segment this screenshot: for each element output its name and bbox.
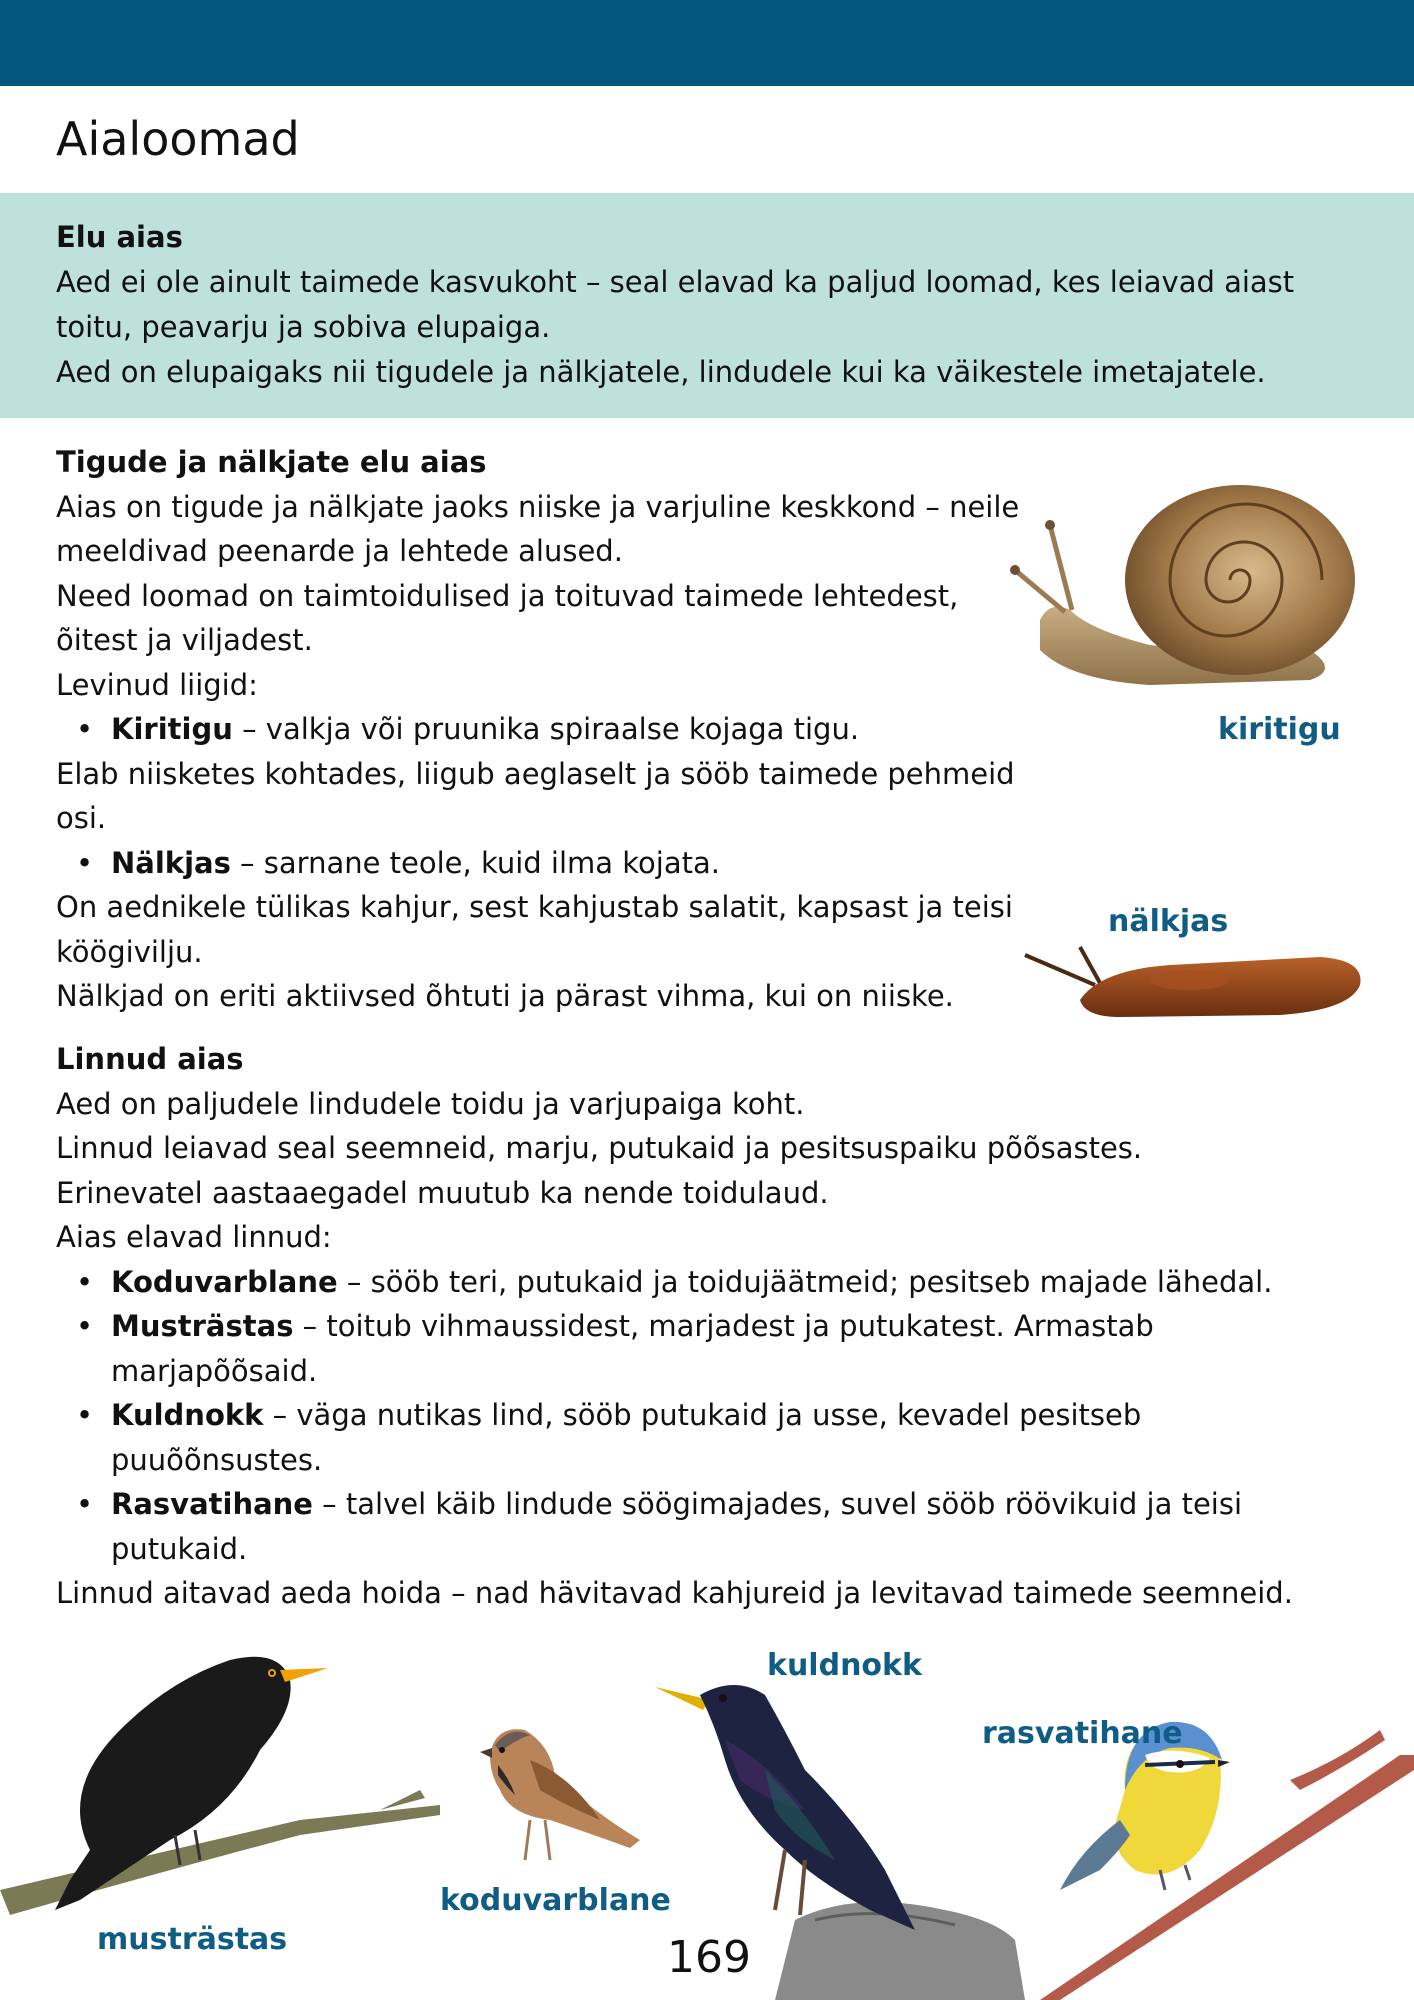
top-banner: [0, 0, 1414, 86]
page-number: 169: [667, 1932, 751, 1983]
snails-paragraph-3: Levinud liigid:: [56, 667, 258, 702]
sparrow-image: [470, 1720, 650, 1880]
list-item-nalkjas: [56, 841, 1056, 886]
birds-paragraph-3: Erinevatel aastaaegadel muutub ka nende toidulaud.: [56, 1175, 829, 1210]
item-desc: – toitub vihmaussidest, marjadest ja putukatest. Armastab marjapõõsaid.: [111, 1309, 1154, 1388]
item-name: Rasvatihane: [111, 1487, 313, 1521]
caption-koduvarblane: koduvarblane: [440, 1883, 671, 1918]
item-name: Nälkjas: [111, 845, 231, 880]
birds-heading: Linnud aias: [56, 1042, 244, 1076]
item-desc: – talvel käib lindude söögimajades, suvel sööb röövikuid ja teisi putukaid.: [111, 1487, 1243, 1566]
intro-text-1: Aed ei ole ainult taimede kasvukoht – seal elavad ka paljud loomad, kes leiavad aiast toitu, peavarju ja sobiva elupaiga.: [56, 265, 1295, 344]
caption-mustrastas: musträstas: [97, 1922, 288, 1957]
birds-section: [56, 1037, 1376, 1616]
item-desc: – väga nutikas lind, sööb putukaid ja usse, kevadel pesitseb puuõõnsustes.: [111, 1398, 1142, 1477]
intro-text-2: Aed on elupaigaks nii tigudele ja nälkjatele, lindudele kui ka väikestele imetajatele.: [56, 355, 1266, 389]
birds-paragraph-4: Aias elavad linnud:: [56, 1220, 332, 1254]
list-item-extra: On aednikele tülikas kahjur, sest kahjustab salatit, kapsast ja teisi köögivilju.: [56, 890, 1013, 969]
caption-kuldnokk: kuldnokk: [767, 1648, 922, 1683]
caption-rasvatihane: rasvatihane: [982, 1716, 1183, 1751]
item-desc: – valkja või pruunika spiraalse kojaga tigu.: [232, 712, 860, 746]
list-item-extra: Elab niisketes kohtades, liigub aeglaselt ja sööb taimede pehmeid osi.: [56, 756, 1015, 835]
intro-heading: Elu aias: [56, 220, 183, 254]
snails-section: [56, 440, 1056, 1019]
intro-box: [0, 193, 1414, 418]
snails-paragraph-2: Need loomad on taimtoidulised ja toituvad taimede lehtedest, õitest ja viljadest.: [56, 578, 959, 657]
snails-paragraph-1: Aias on tigude ja nälkjate jaoks niiske ja varjuline keskkond – neile meeldivad peenarde ja lehtede alused.: [56, 489, 1020, 568]
snails-paragraph-4: Nälkjad on eriti aktiivsed õhtuti ja pärast vihma, kui on niiske.: [56, 979, 954, 1013]
list-item-mustrastas: [56, 1304, 1271, 1393]
slug-image: [1020, 945, 1370, 1025]
birds-paragraph-2: Linnud leiavad seal seemneid, marju, putukaid ja pesitsuspaiku põõsastes.: [56, 1131, 1143, 1165]
list-item-kuldnokk: [56, 1393, 1241, 1482]
item-name: Kuldnokk: [111, 1398, 264, 1432]
caption-nalkjas: nälkjas: [1108, 904, 1229, 939]
page-title: Aialoomad: [56, 112, 300, 166]
list-item-koduvarblane: [56, 1260, 1341, 1305]
snail-image: [1010, 480, 1370, 710]
birds-paragraph-1: Aed on paljudele lindudele toidu ja varjupaiga koht.: [56, 1086, 805, 1121]
item-desc: – sööb teri, putukaid ja toidujäätmeid; pesitseb majade lähedal.: [337, 1264, 1273, 1299]
blackbird-image: [0, 1640, 450, 1930]
caption-kiritigu: kiritigu: [1218, 712, 1341, 747]
item-name: Kiritigu: [111, 712, 233, 746]
birds-paragraph-5: Linnud aitavad aeda hoida – nad hävitavad kahjureid ja levitavad taimede seemneid.: [56, 1576, 1293, 1610]
list-item-kiritigu: [56, 707, 1056, 752]
item-name: Koduvarblane: [111, 1264, 338, 1299]
item-desc: – sarnane teole, kuid ilma kojata.: [230, 845, 720, 880]
list-item-rasvatihane: [56, 1482, 1341, 1571]
item-name: Musträstas: [111, 1309, 294, 1343]
snails-heading: Tigude ja nälkjate elu aias: [56, 445, 487, 479]
